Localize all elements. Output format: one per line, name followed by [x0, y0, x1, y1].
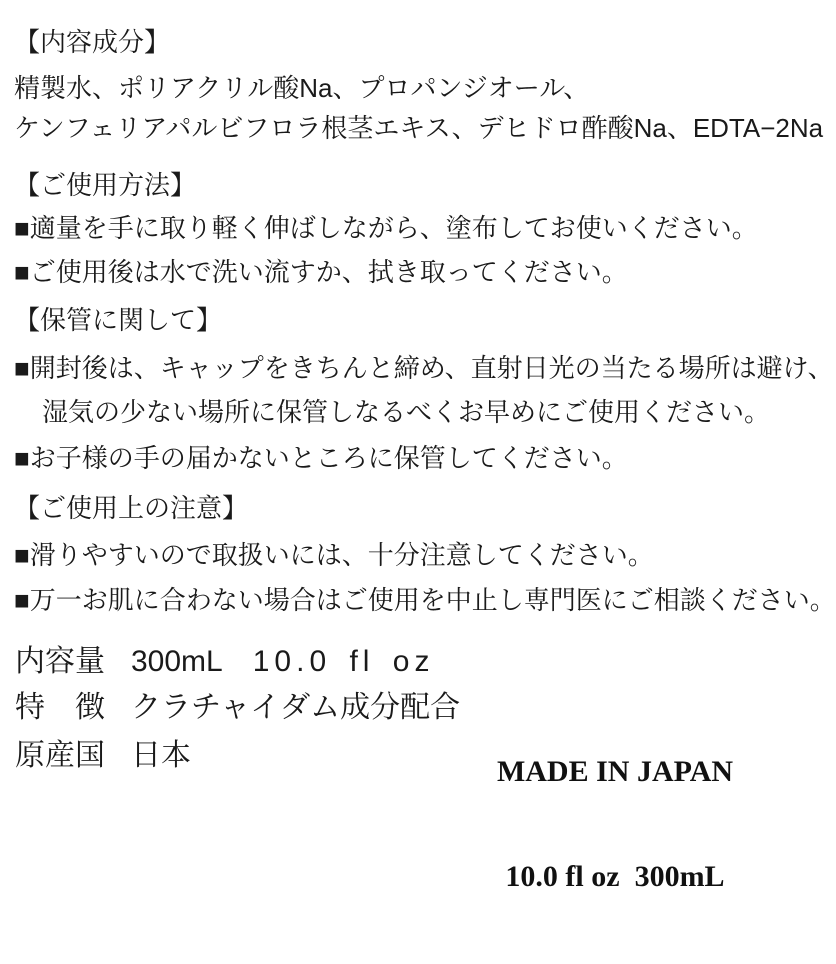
made-in-volume-text: 10.0 fl oz 300mL — [505, 860, 725, 893]
info-value-origin: 日本 — [131, 739, 191, 772]
storage-line-1: ■開封後は、キャップをきちんと締め、直射日光の当たる場所は避け、 — [14, 353, 834, 383]
section-heading-precautions: 【ご使用上の注意】 — [14, 493, 249, 523]
ingredients-line-2: ケンフェリアパルビフロラ根茎エキス、デヒドロ酢酸Na、EDTA−2Na — [14, 113, 824, 143]
section-heading-ingredients: 【内容成分】 — [14, 27, 171, 57]
made-in-japan-block — [496, 684, 734, 964]
info-label-origin: 原産国 — [15, 739, 105, 772]
info-label-feature: 特 徴 — [15, 691, 105, 724]
section-heading-usage: 【ご使用方法】 — [14, 170, 197, 200]
precautions-line-2: ■万一お肌に合わない場合はご使用を中止し専門医にご相談ください。 — [14, 585, 836, 615]
info-value-feature: クラチャイダム成分配合 — [131, 691, 461, 724]
info-value-volume-floz: 10.0 fl oz — [252, 645, 435, 678]
info-row-origin — [15, 736, 221, 776]
made-in-japan-text: MADE IN JAPAN — [496, 755, 734, 788]
storage-line-3: ■お子様の手の届かないところに保管してください。 — [14, 443, 628, 473]
ingredients-line-1: 精製水、ポリアクリル酸Na、プロパンジオール、 — [14, 73, 590, 103]
info-row-feature — [15, 688, 490, 728]
usage-line-1: ■適量を手に取り軽く伸ばしながら、塗布してお使いください。 — [14, 213, 758, 243]
info-value-volume-ml: 300mL — [131, 645, 223, 678]
storage-line-2: 湿気の少ない場所に保管しなるべくお早めにご使用ください。 — [42, 397, 771, 427]
info-label-volume: 内容量 — [15, 645, 105, 678]
info-row-volume — [15, 642, 434, 682]
precautions-line-1: ■滑りやすいので取扱いには、十分注意してください。 — [14, 540, 654, 570]
usage-line-2: ■ご使用後は水で洗い流すか、拭き取ってください。 — [14, 257, 628, 287]
section-heading-storage: 【保管に関して】 — [14, 305, 223, 335]
